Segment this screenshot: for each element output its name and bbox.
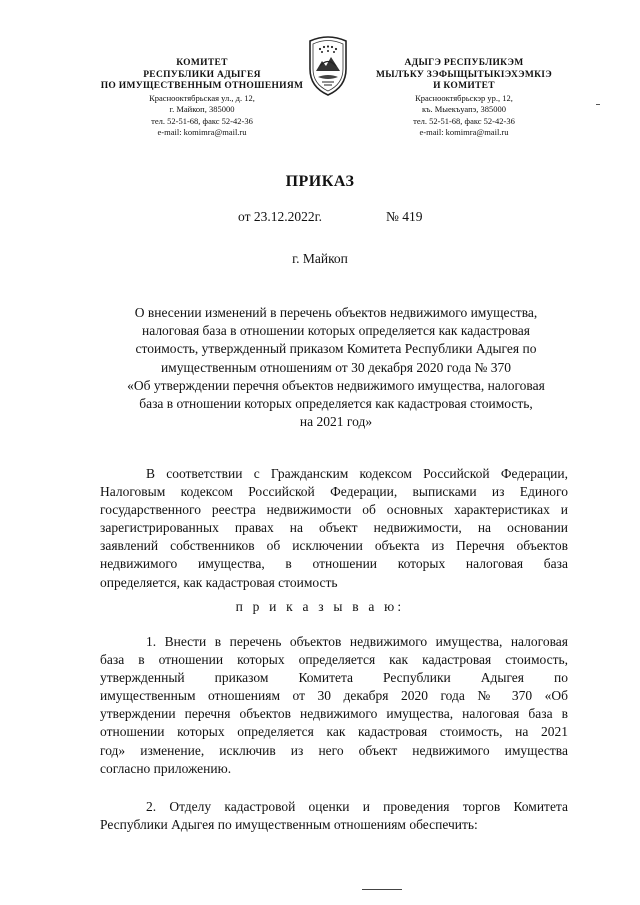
item-2-paragraph	[100, 798, 568, 834]
item-1-line: отношении которых определяется как кадастровая стоимость, на 2021	[100, 724, 568, 740]
preamble-line: государственного реестра недвижимости об основных характеристиках и	[100, 502, 568, 518]
document-date: от 23.12.2022г.	[238, 209, 322, 224]
preamble-line: зарегистрированных правах на объект недвижимости, на основании	[100, 520, 568, 536]
header-left-block	[92, 58, 312, 139]
org-name-ady-line-1: АДЫГЭ РЕСПУБЛИКЭМ	[404, 58, 524, 68]
org-name-line-3: ПО ИМУЩЕСТВЕННЫМ ОТНОШЕНИЯМ	[100, 81, 304, 91]
org-name-ady-line-2: МЫЛЪКУ ЗЭФЫЩЫТЫКІЭХЭМКІЭ	[375, 69, 553, 80]
order-word: п р и к а з ы в а ю:	[235, 599, 405, 614]
item-1-line: 1. Внести в перечень объектов недвижимого имущества, налоговая	[146, 634, 568, 649]
preamble-line: В соответствии с Гражданским кодексом Российской Федерации,	[146, 466, 568, 481]
item-1-line: имущественным отношениям от 30 декабря 2020 года № 370 «Об	[100, 688, 568, 704]
header-right-block	[354, 58, 574, 139]
coat-of-arms-icon	[304, 33, 352, 99]
margin-mark	[596, 104, 600, 105]
subject-line: «Об утверждении перечня объектов недвижимого имущества, налоговая	[127, 377, 545, 393]
document-title: ПРИКАЗ	[285, 173, 355, 190]
document-city: г. Майкоп	[292, 251, 348, 266]
subject-line: налоговая база в отношении которых определяется как кадастровая	[141, 323, 531, 339]
org-name-line-1: КОМИТЕТ	[176, 58, 228, 68]
subject-line: база в отношении которых определяется как кадастровая стоимость,	[139, 396, 533, 412]
document-number: № 419	[386, 209, 423, 224]
subject-line: на 2021 год»	[299, 414, 373, 430]
item-1-paragraph	[100, 633, 568, 778]
item-1-line: согласно приложению.	[100, 760, 232, 776]
item-1-line: утвержденный приказом Комитета Республики Адыгея по	[100, 670, 568, 686]
org-phone: тел. 52-51-68, факс 52-42-36	[151, 115, 253, 126]
item-1-line: утверждении перечня объектов недвижимого имущества, налоговая база в	[100, 706, 568, 722]
subject-line: О внесении изменений в перечень объектов недвижимого имущества,	[134, 305, 538, 320]
org-email-ady: e-mail: komimra@mail.ru	[419, 127, 509, 137]
preamble-line: недвижимого имущества, в отношении которых налоговая база	[100, 556, 568, 572]
org-name-ady-line-3: И КОМИТЕТ	[433, 81, 495, 91]
org-address-ady: Краснооктябрьскэр ур., 12,	[415, 92, 513, 103]
item-1-line: база в отношении которых определяется как кадастровая стоимость,	[100, 652, 568, 668]
org-city: г. Майкоп, 385000	[169, 104, 235, 114]
org-address: Краснооктябрьская ул., д. 12,	[149, 92, 255, 103]
org-name-line-2: РЕСПУБЛИКИ АДЫГЕЯ	[143, 69, 261, 80]
footer-rule	[362, 889, 402, 890]
org-city-ady: къ. Мыекъуапэ, 385000	[421, 104, 507, 114]
item-2-line: Республики Адыгея по имущественным отношениям обеспечить:	[100, 817, 478, 833]
preamble-line: Налоговым кодексом Российской Федерации, выписками из Единого	[100, 484, 568, 500]
document-subject	[96, 304, 576, 431]
org-phone-ady: тел. 52-51-68, факс 52-42-36	[413, 115, 515, 126]
item-2-line: 2. Отделу кадастровой оценки и проведения торгов Комитета	[146, 799, 568, 814]
subject-line: стоимость, утвержденный приказом Комитета Республики Адыгея по	[135, 341, 537, 357]
subject-line: имущественным отношениям от 30 декабря 2020 года № 370	[160, 359, 512, 375]
preamble-line: заявлений собственников об исключении объекта из Перечня объектов	[100, 538, 568, 554]
org-email: e-mail: komimra@mail.ru	[157, 127, 247, 137]
item-1-line: год» изменение, исключив из него объект недвижимого имущества	[100, 742, 568, 758]
preamble-paragraph	[100, 465, 568, 592]
preamble-line: определяется, как кадастровая стоимость	[100, 574, 338, 590]
